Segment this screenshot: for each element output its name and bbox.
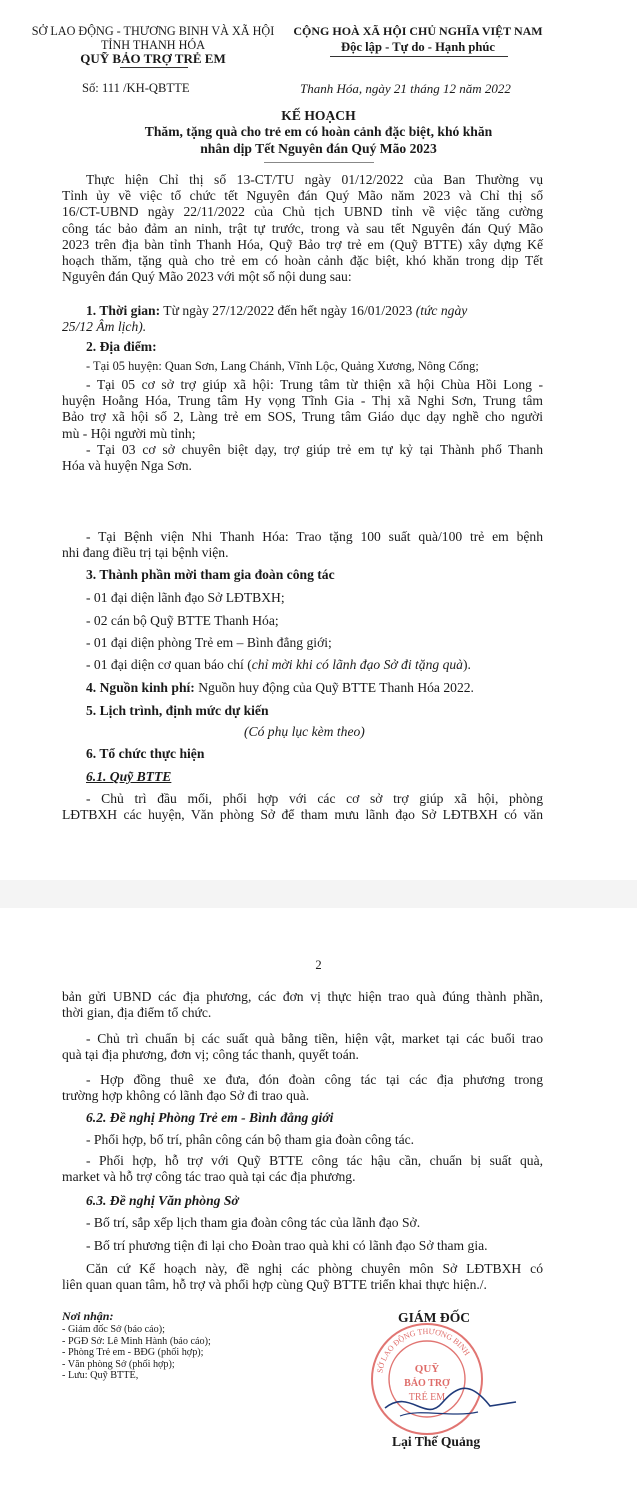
section-1-note: (tức ngày <box>415 303 468 318</box>
signature-scribble-icon <box>380 1378 520 1428</box>
document-title: KẾ HOẠCH <box>281 108 356 123</box>
intro-line: 2023 trên địa bàn tỉnh Thanh Hóa, Quỹ Bảo trợ trẻ em (Quỹ BTTE) xây dựng Kế <box>62 236 543 252</box>
intro-line: Thực hiện Chỉ thị số 13-CT/TU ngày 01/12/2022 của Ban Thường vụ <box>86 172 543 187</box>
section-2-bullet-4 <box>62 529 543 561</box>
section-6-3-label: 6.3. Đề nghị Văn phòng Sở <box>86 1193 239 1208</box>
signer-name: Lại Thế Quảng <box>392 1434 481 1449</box>
bullet-line: Bảo trợ xã hội số 2, Làng trẻ em SOS, Trung tâm Giáo dục dạy nghề cho người <box>62 409 543 425</box>
para-line: trường hợp không có lãnh đạo Sở đi trao quà. <box>62 1088 310 1104</box>
section-2-label: 2. Địa điểm: <box>86 339 157 354</box>
para-line: market và hỗ trợ công tác trao quà tại các địa phương. <box>62 1169 356 1185</box>
para-line: thời gian, địa điểm tổ chức. <box>62 1005 212 1021</box>
bullet-line: - Tại 05 cơ sở trợ giúp xã hội: Trung tâm từ thiện xã hội Chùa Hồi Long - <box>86 377 543 392</box>
document-subtitle-1: Thăm, tặng quà cho trẻ em có hoàn cảnh đặc biệt, khó khăn <box>144 124 493 139</box>
signature-title: GIÁM ĐỐC <box>398 1310 471 1325</box>
seal-text-1: QUỸ <box>414 1363 440 1375</box>
recipients-block <box>62 1309 211 1382</box>
para-line: LĐTBXH các huyện, Văn phòng Sở để tham mưu lãnh đạo Sở LĐTBXH có văn <box>62 807 543 823</box>
section-6-1-text <box>62 791 543 823</box>
bullet-line: huyện Hoằng Hóa, Trung tâm Hy vọng Tĩnh Gia - Thị xã Nghi Sơn, Trung tâm <box>62 393 543 409</box>
para-line: - Chủ trì đầu mối, phối hợp với các cơ sở trợ giúp xã hội, phòng <box>86 791 543 806</box>
seal-arc-text: SỞ LAO ĐỘNG THƯƠNG BINH <box>375 1326 472 1374</box>
section-5-note: (Có phụ lục kèm theo) <box>244 724 365 739</box>
recipients-label: Nơi nhận: <box>62 1309 114 1323</box>
bullet-line: - Tại Bệnh viện Nhi Thanh Hóa: Trao tặng 100 suất quà/100 trẻ em bệnh <box>86 529 543 544</box>
org-underline <box>120 67 188 68</box>
recipient-item: - Phòng Trẻ em - BĐG (phối hợp); <box>62 1347 204 1358</box>
seal-text-3: TRẺ EM <box>408 1392 446 1403</box>
section-1-text: Từ ngày 27/12/2022 đến hết ngày 16/01/2023 <box>160 303 416 318</box>
recipient-item: - Lưu: Quỹ BTTE, <box>62 1370 139 1381</box>
nation-underline <box>330 56 508 57</box>
recipient-item: - Văn phòng Sở (phối hợp); <box>62 1358 175 1370</box>
intro-line: hoạch thăm, tặng quà cho trẻ em có hoàn cảnh đặc biệt, khó khăn trong dịp Tết <box>62 253 543 268</box>
section-6-1-label: 6.1. Quỹ BTTE <box>86 769 172 784</box>
paragraph-p7: - Bố trí phương tiện đi lại cho Đoàn trao quà khi có lãnh đạo Sở tham gia. <box>86 1238 488 1253</box>
paragraph-p4: - Phối hợp, bố trí, phân công cán bộ tham gia đoàn công tác. <box>86 1132 415 1147</box>
section-3-item-2: - 02 cán bộ Quỹ BTTE Thanh Hóa; <box>86 613 279 628</box>
paragraph-p2 <box>62 1031 543 1063</box>
section-1-label: 1. Thời gian: <box>86 303 161 318</box>
intro-first-line <box>62 172 543 188</box>
intro-line: công tác bảo đảm an ninh, trật tự trước, trong và sau tết Nguyên đán Quý Mão <box>62 220 543 236</box>
para-line: Căn cứ Kế hoạch này, đề nghị các phòng chuyên môn Sở LĐTBXH có <box>86 1261 543 1276</box>
section-3-item-3: - 01 đại diện phòng Trẻ em – Bình đẳng giới; <box>86 635 332 650</box>
item-end: ). <box>462 657 471 672</box>
recipient-item: - PGĐ Sở: Lê Minh Hành (báo cáo); <box>62 1335 211 1347</box>
document-date: Thanh Hóa, ngày 21 tháng 12 năm 2022 <box>300 81 511 96</box>
section-1-note-cont: 25/12 Âm lịch). <box>62 319 147 334</box>
section-1 <box>86 303 543 319</box>
bullet-line: - Tại 03 cơ sở chuyên biệt dạy, trợ giúp trẻ em tự kỷ tại Thành phố Thanh <box>86 442 543 457</box>
paragraph-p8 <box>62 1261 543 1293</box>
para-line: - Hợp đồng thuê xe đưa, đón đoàn công tác tại các địa phương trong <box>86 1072 543 1087</box>
section-6-label: 6. Tổ chức thực hiện <box>86 746 205 761</box>
page-number: 2 <box>315 958 322 972</box>
section-3-label: 3. Thành phần mời tham gia đoàn công tác <box>86 567 335 582</box>
document-number: Số: 111 /KH-QBTTE <box>82 81 190 95</box>
section-4-label: 4. Nguồn kinh phí: <box>86 680 195 695</box>
document-page-2 <box>0 908 637 1493</box>
nation-line-1: CỘNG HOÀ XÃ HỘI CHỦ NGHĨA VIỆT NAM <box>293 24 543 38</box>
bullet-line: mù - Hội người mù tỉnh; <box>62 425 196 441</box>
page-gap <box>0 880 637 908</box>
intro-line: Nguyên đán Quý Mão 2023 với một số nội dung sau: <box>62 269 352 285</box>
section-2-bullet-3 <box>62 442 543 474</box>
nation-line-2: Độc lập - Tự do - Hạnh phúc <box>341 40 495 54</box>
bullet-line: nhi đang điều trị tại bệnh viện. <box>62 545 229 561</box>
section-6-2-label: 6.2. Đề nghị Phòng Trẻ em - Bình đẳng giới <box>86 1110 334 1125</box>
section-3-item-1: - 01 đại diện lãnh đạo Sở LĐTBXH; <box>86 590 285 605</box>
item-italic: chỉ mời khi có lãnh đạo Sở đi tặng quà <box>251 657 463 672</box>
section-4-text: Nguồn huy động của Quỹ BTTE Thanh Hóa 2022. <box>194 680 474 695</box>
section-2-bullet-1: - Tại 05 huyện: Quan Sơn, Lang Chánh, Vĩnh Lộc, Quảng Xương, Nông Cống; <box>86 359 479 373</box>
para-line: - Phối hợp, hỗ trợ với Quỹ BTTE công tác hậu cần, chuẩn bị suất quà, <box>86 1153 543 1168</box>
document-subtitle-2: nhân dịp Tết Nguyên đán Quý Mão 2023 <box>200 141 437 156</box>
org-line-3: QUỸ BẢO TRỢ TRẺ EM <box>80 51 226 66</box>
recipient-item: - Giám đốc Sở (báo cáo); <box>62 1324 165 1335</box>
section-2-bullet-2 <box>62 377 543 442</box>
intro-paragraph <box>62 188 543 285</box>
intro-line: Tỉnh ủy về việc tổ chức tết Nguyên đán Quý Mão năm 2023 và Chỉ thị số <box>62 188 543 204</box>
seal-text-2: BẢO TRỢ <box>404 1378 450 1389</box>
para-line: liên quan quan tâm, hỗ trợ và phối hợp cùng Quỹ BTTE triển khai thực hiện./. <box>62 1277 487 1293</box>
org-line-1: SỞ LAO ĐỘNG - THƯƠNG BINH VÀ XÃ HỘI <box>31 24 275 38</box>
bullet-line: Hóa và huyện Nga Sơn. <box>62 458 192 474</box>
section-3-item-4 <box>86 657 471 673</box>
continued-paragraph <box>62 989 543 1021</box>
paragraph-p5 <box>62 1153 543 1185</box>
title-underline <box>264 162 374 163</box>
intro-line: 16/CT-UBND ngày 22/11/2022 của Chủ tịch UBND tỉnh về việc tăng cường <box>62 204 543 220</box>
para-line: quà tại địa phương, đơn vị; công tác thanh, quyết toán. <box>62 1047 359 1063</box>
para-line: bản gửi UBND các địa phương, các đơn vị thực hiện trao quà đúng thành phần, <box>62 989 543 1004</box>
item-text: - 01 đại diện cơ quan báo chí ( <box>86 657 252 672</box>
para-line: - Chủ trì chuẩn bị các suất quà bằng tiền, hiện vật, market tại các buổi trao <box>86 1031 543 1046</box>
paragraph-p3 <box>62 1072 543 1104</box>
section-4 <box>86 680 474 696</box>
section-5-label: 5. Lịch trình, định mức dự kiến <box>86 703 269 718</box>
paragraph-p6: - Bố trí, sắp xếp lịch tham gia đoàn công tác của lãnh đạo Sở. <box>86 1215 421 1230</box>
org-line-2: TỈNH THANH HÓA <box>100 38 206 52</box>
